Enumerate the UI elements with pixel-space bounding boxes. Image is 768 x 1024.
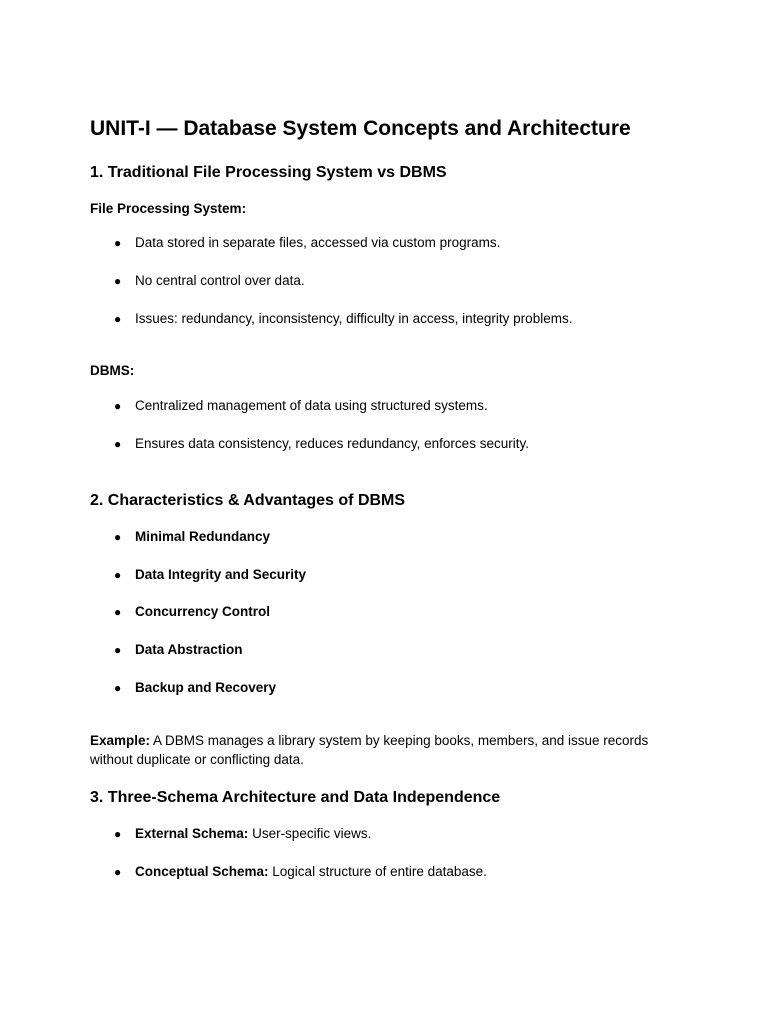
list-item	[90, 528, 680, 546]
list-item	[90, 397, 680, 415]
schema-term: External Schema:	[135, 826, 249, 841]
list-item	[90, 863, 680, 881]
schema-description: User-specific views.	[248, 826, 372, 841]
list-item	[90, 603, 680, 621]
list-item-text: Ensures data consistency, reduces redundancy, enforces security.	[135, 436, 529, 451]
list-item-text	[135, 825, 371, 843]
fps-label: File Processing System:	[90, 201, 247, 216]
section-3-heading: 3. Three-Schema Architecture and Data Independence	[90, 789, 501, 806]
bullet-icon: ●	[114, 437, 122, 451]
bullet-icon: ●	[114, 865, 122, 879]
bullet-icon: ●	[114, 827, 122, 841]
bullet-icon: ●	[114, 681, 122, 695]
list-item	[90, 272, 680, 290]
bullet-icon: ●	[114, 399, 122, 413]
bullet-icon: ●	[114, 530, 122, 544]
bullet-icon: ●	[114, 605, 122, 619]
page-title: UNIT-I — Database System Concepts and Architecture	[90, 117, 631, 140]
example-text: A DBMS manages a library system by keeping books, members, and issue records without duplicate or conflicting data.	[90, 733, 649, 767]
list-item-text: Centralized management of data using structured systems.	[135, 398, 488, 413]
list-item-text: Backup and Recovery	[135, 680, 277, 695]
list-item	[90, 310, 680, 328]
list-item	[90, 234, 680, 252]
schema-term: Conceptual Schema:	[135, 864, 269, 879]
example-label: Example:	[90, 733, 151, 748]
list-item	[90, 641, 680, 659]
schema-description: Logical structure of entire database.	[268, 864, 487, 879]
list-item-text	[135, 863, 487, 881]
list-item	[90, 435, 680, 453]
example-paragraph	[90, 731, 670, 769]
list-item	[90, 679, 680, 697]
list-item-text: Issues: redundancy, inconsistency, difficulty in access, integrity problems.	[135, 311, 573, 326]
bullet-icon: ●	[114, 568, 122, 582]
list-item	[90, 566, 680, 584]
section-1-heading: 1. Traditional File Processing System vs DBMS	[90, 164, 447, 181]
list-item-text: Concurrency Control	[135, 604, 271, 619]
list-item-text: Data Abstraction	[135, 642, 243, 657]
dbms-label: DBMS:	[90, 363, 135, 378]
list-item-text: Data Integrity and Security	[135, 567, 307, 582]
bullet-icon: ●	[114, 643, 122, 657]
list-item-text: Minimal Redundancy	[135, 529, 271, 544]
bullet-icon: ●	[114, 236, 122, 250]
bullet-icon: ●	[114, 312, 122, 326]
list-item	[90, 825, 680, 843]
bullet-icon: ●	[114, 274, 122, 288]
list-item-text: Data stored in separate files, accessed via custom programs.	[135, 235, 501, 250]
list-item-text: No central control over data.	[135, 273, 305, 288]
section-2-heading: 2. Characteristics & Advantages of DBMS	[90, 492, 406, 509]
